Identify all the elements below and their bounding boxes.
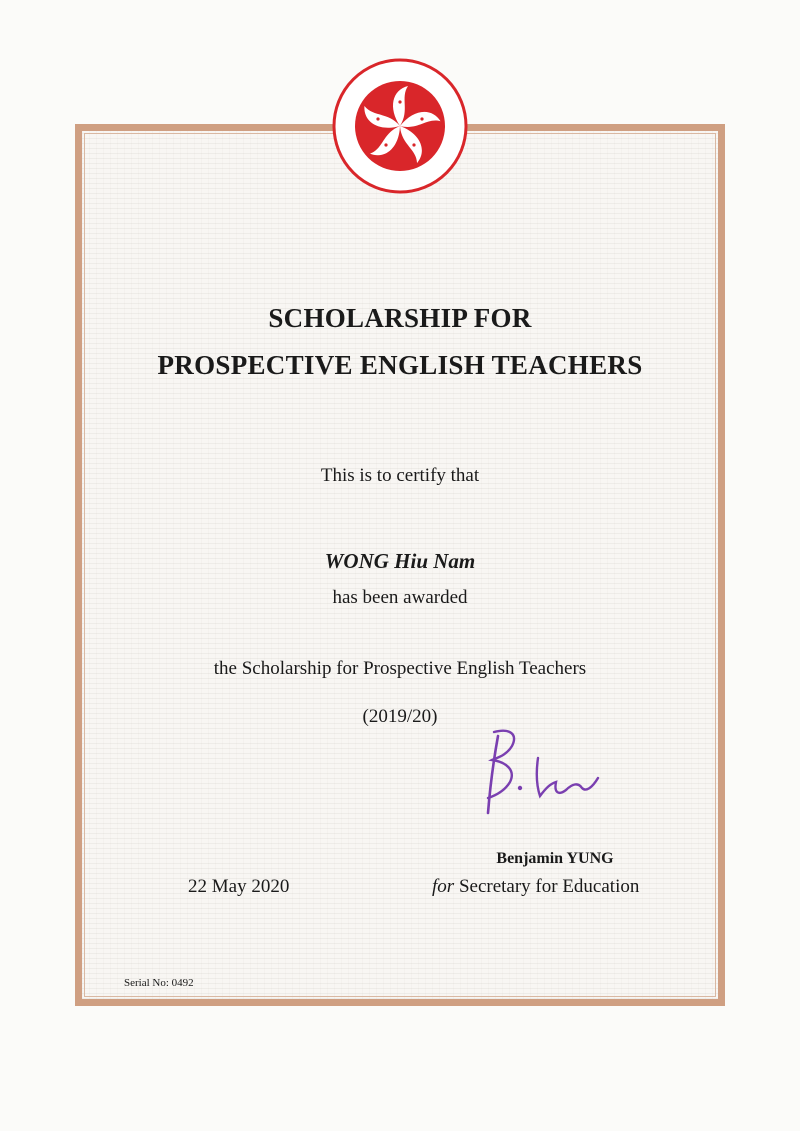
- signer-for: for: [432, 876, 455, 897]
- hong-kong-emblem: [330, 56, 470, 196]
- handwritten-signature: [476, 718, 616, 828]
- recipient-name: WONG Hiu Nam: [324, 549, 476, 573]
- certify-text: This is to certify that: [320, 465, 480, 486]
- certificate-title-line2: PROSPECTIVE ENGLISH TEACHERS: [157, 350, 643, 380]
- award-date: 22 May 2020: [188, 876, 290, 897]
- signer-name: Benjamin YUNG: [496, 850, 614, 867]
- scholarship-year: (2019/20): [362, 706, 438, 727]
- serial-number: Serial No: 0492: [124, 977, 194, 989]
- signer-role-line: [432, 876, 639, 898]
- awarded-text: has been awarded: [332, 587, 468, 608]
- certificate-title-line1: SCHOLARSHIP FOR: [268, 303, 532, 333]
- bauhinia-emblem-icon: [330, 56, 470, 196]
- signer-role: Secretary for Education: [458, 876, 640, 897]
- scholarship-name: the Scholarship for Prospective English Teachers: [213, 658, 587, 679]
